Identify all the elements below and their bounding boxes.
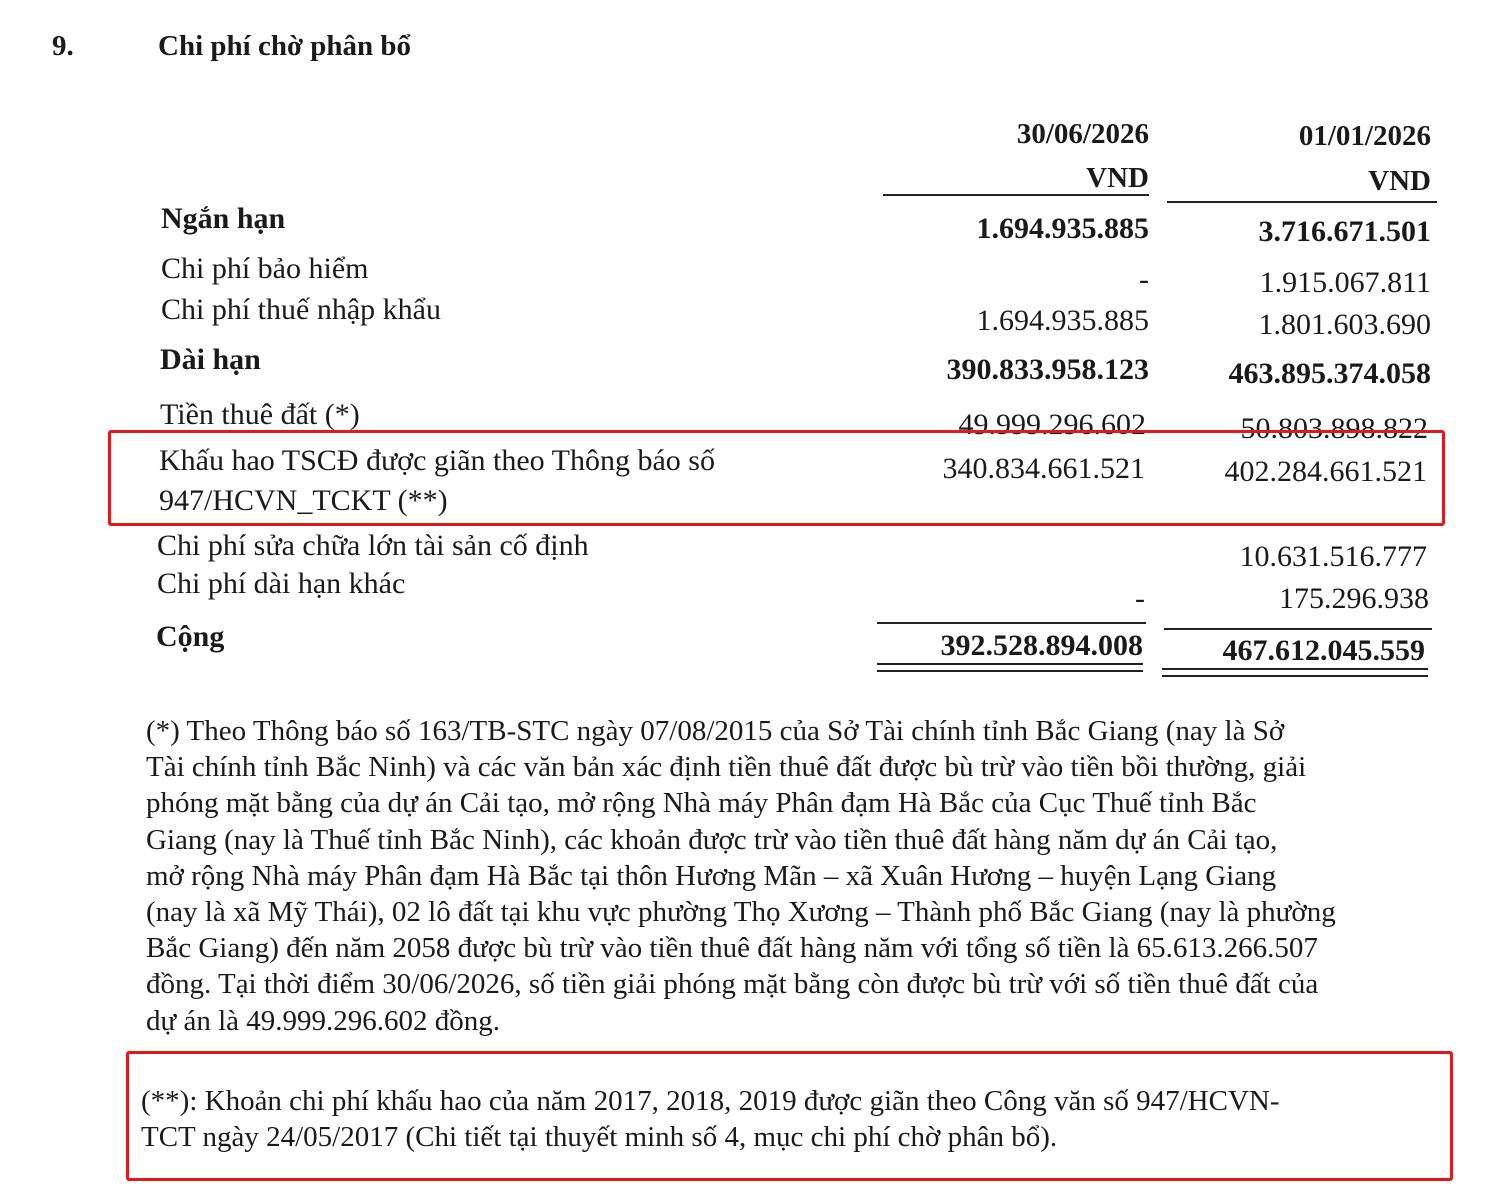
row-value-short-term-2026-01: 3.716.671.501	[1258, 215, 1431, 248]
row-value-insurance-2026-01: 1.915.067.811	[1259, 266, 1431, 299]
note-land-rent-line: Bắc Giang) đến năm 2058 được bù trừ vào tiền thuê đất hàng năm với tổng số tiền là 65.613.266.507	[146, 932, 1318, 965]
col1-total-double-underline	[877, 663, 1143, 672]
row-label-total: Cộng	[156, 620, 225, 653]
note-depreciation-line: (**): Khoản chi phí khấu hao của năm 2017, 2018, 2019 được giãn theo Công văn số 947/HCVN-	[141, 1085, 1280, 1117]
row-value-depreciation-2026-01: 402.284.661.521	[1224, 455, 1427, 488]
row-label-insurance: Chi phí bảo hiểm	[161, 252, 369, 285]
col2-date: 01/01/2026	[1298, 120, 1431, 152]
highlight-box-depreciation-row	[108, 430, 1445, 526]
note-depreciation-line: TCT ngày 24/05/2017 (Chi tiết tại thuyết minh số 4, mục chi phí chờ phân bổ).	[141, 1121, 1058, 1154]
col1-date: 30/06/2026	[1016, 118, 1149, 150]
row-value-long-term-2026-06: 390.833.958.123	[946, 353, 1149, 386]
row-value-land-rent-2026-06: 49.999.296.602	[958, 408, 1146, 441]
row-value-depreciation-2026-06: 340.834.661.521	[942, 452, 1145, 485]
section-title: Chi phí chờ phân bổ	[158, 30, 412, 62]
row-value-major-repairs-2026-01: 10.631.516.777	[1239, 540, 1427, 573]
row-label-depreciation-line1: Khấu hao TSCĐ được giãn theo Thông báo số	[159, 444, 715, 477]
note-land-rent-line: mở rộng Nhà máy Phân đạm Hà Bắc tại thôn Hương Mãn – xã Xuân Hương – huyện Lạng Giang	[146, 859, 1277, 892]
col2-total-rule	[1164, 628, 1432, 630]
col1-header-rule	[883, 194, 1149, 196]
row-value-total-2026-01: 467.612.045.559	[1222, 634, 1425, 667]
note-land-rent-line: Giang (nay là Thuế tỉnh Bắc Ninh), các khoản được trừ vào tiền thuê đất hàng năm dự án Cải tạo,	[146, 823, 1278, 856]
col1-unit: VND	[1086, 162, 1149, 194]
note-land-rent	[146, 713, 1428, 1039]
row-label-import-tax: Chi phí thuế nhập khẩu	[161, 293, 441, 326]
note-land-rent-line: đồng. Tại thời điểm 30/06/2026, số tiền giải phóng mặt bằng còn được bù trừ với số tiền thuê đất của	[146, 968, 1319, 1001]
note-land-rent-line: phóng mặt bằng của dự án Cải tạo, mở rộng Nhà máy Phân đạm Hà Bắc của Cục Thuế tỉnh Bắc	[146, 787, 1257, 820]
row-value-insurance-2026-06: -	[1139, 263, 1149, 296]
note-land-rent-line: (*) Theo Thông báo số 163/TB-STC ngày 07/08/2015 của Sở Tài chính tỉnh Bắc Giang (nay là Sở	[146, 715, 1285, 747]
col1-total-rule	[877, 622, 1146, 624]
row-label-land-rent: Tiền thuê đất (*)	[160, 398, 360, 431]
row-label-depreciation-line2: 947/HCVN_TCKT (**)	[159, 484, 448, 517]
row-value-short-term-2026-06: 1.694.935.885	[976, 212, 1149, 245]
row-value-long-term-2026-01: 463.895.374.058	[1228, 357, 1431, 390]
row-label-short-term: Ngắn hạn	[161, 202, 286, 235]
row-value-other-long-term-2026-01: 175.296.938	[1279, 582, 1429, 615]
note-land-rent-line: (nay là xã Mỹ Thái), 02 lô đất tại khu vực phường Thọ Xương – Thành phố Bắc Giang (nay là phường	[146, 896, 1336, 929]
row-label-major-repairs: Chi phí sửa chữa lớn tài sản cố định	[157, 529, 589, 562]
col2-total-double-underline	[1162, 668, 1428, 677]
row-value-land-rent-2026-01: 50.803.898.822	[1240, 412, 1428, 445]
row-value-import-tax-2026-06: 1.694.935.885	[976, 304, 1149, 337]
note-land-rent-line: Tài chính tỉnh Bắc Ninh) và các văn bản xác định tiền thuê đất được bù trừ vào tiền bồi thường, giải	[146, 751, 1307, 784]
row-label-other-long-term: Chi phí dài hạn khác	[157, 567, 406, 600]
note-land-rent-line: dự án là 49.999.296.602 đồng.	[146, 1004, 501, 1037]
row-label-long-term: Dài hạn	[160, 343, 261, 376]
col2-unit: VND	[1368, 165, 1431, 197]
highlight-box-depreciation-note	[126, 1051, 1453, 1181]
section-number: 9.	[52, 30, 74, 62]
col2-header-rule	[1167, 201, 1437, 203]
row-value-total-2026-06: 392.528.894.008	[940, 629, 1143, 662]
row-value-other-long-term-2026-06: -	[1135, 582, 1145, 615]
row-value-import-tax-2026-01: 1.801.603.690	[1258, 308, 1431, 341]
